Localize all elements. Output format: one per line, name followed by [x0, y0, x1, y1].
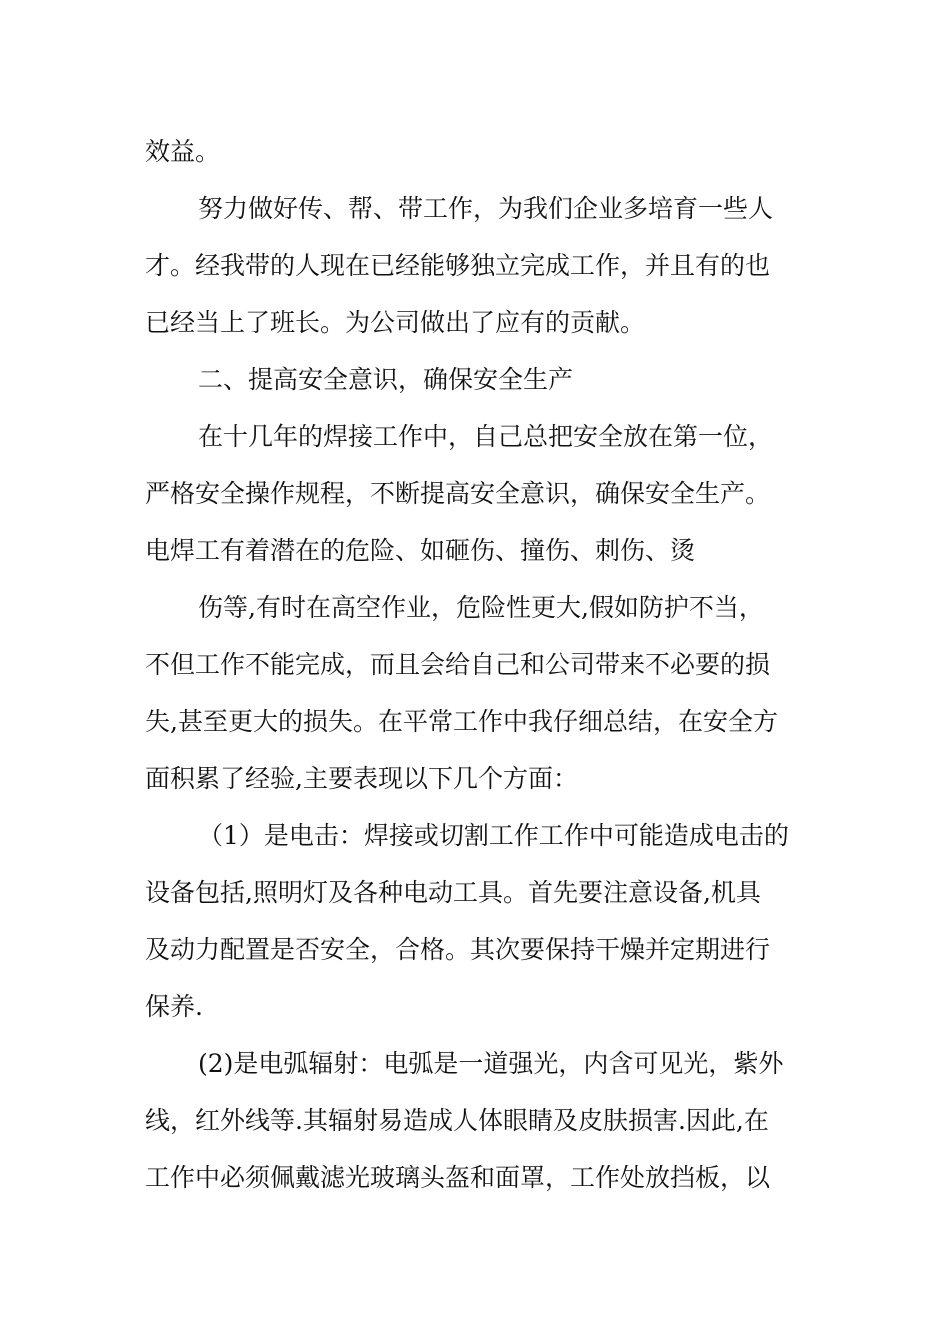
list-item-line: (2)是电弧辐射：电弧是一道强光，内含可见光，紫外: [198, 1049, 784, 1078]
list-item-line: （1）是电击：焊接或切割工作工作中可能造成电击的: [198, 821, 789, 850]
text-line: 保养.: [145, 992, 203, 1021]
text-line: 电焊工有着潜在的危险、如砸伤、撞伤、刺伤、烫: [145, 536, 696, 565]
text-line: 失,甚至更大的损失。在平常工作中我仔细总结，在安全方: [145, 707, 778, 736]
text-line: 面积累了经验,主要表现以下几个方面：: [145, 764, 578, 793]
text-line: 工作中必须佩戴滤光玻璃头盔和面罩，工作处放挡板，以: [145, 1163, 771, 1192]
text-line: 设备包括,照明灯及各种电动工具。首先要注意设备,机具: [145, 878, 761, 907]
text-line: 在十几年的焊接工作中，自己总把安全放在第一位，: [198, 422, 774, 451]
text-line: 伤等,有时在高空作业，危险性更大,假如防护不当，: [198, 593, 764, 622]
text-line: 不但工作不能完成，而且会给自己和公司带来不必要的损: [145, 650, 771, 679]
text-line: 效益。: [145, 137, 221, 166]
text-line: 已经当上了班长。为公司做出了应有的贡献。: [145, 308, 646, 337]
text-line: 才。经我带的人现在已经能够独立完成工作，并且有的也: [145, 251, 771, 280]
text-line: 及动力配置是否安全，合格。其次要保持干燥并定期进行: [145, 935, 771, 964]
section-heading: 二、提高安全意识，确保安全生产: [198, 365, 574, 394]
text-line: 努力做好传、帮、带工作，为我们企业多培育一些人: [198, 194, 774, 223]
text-line: 线，红外线等.其辐射易造成人体眼睛及皮肤损害.因此,在: [145, 1106, 769, 1135]
text-line: 严格安全操作规程，不断提高安全意识，确保安全生产。: [145, 479, 771, 508]
